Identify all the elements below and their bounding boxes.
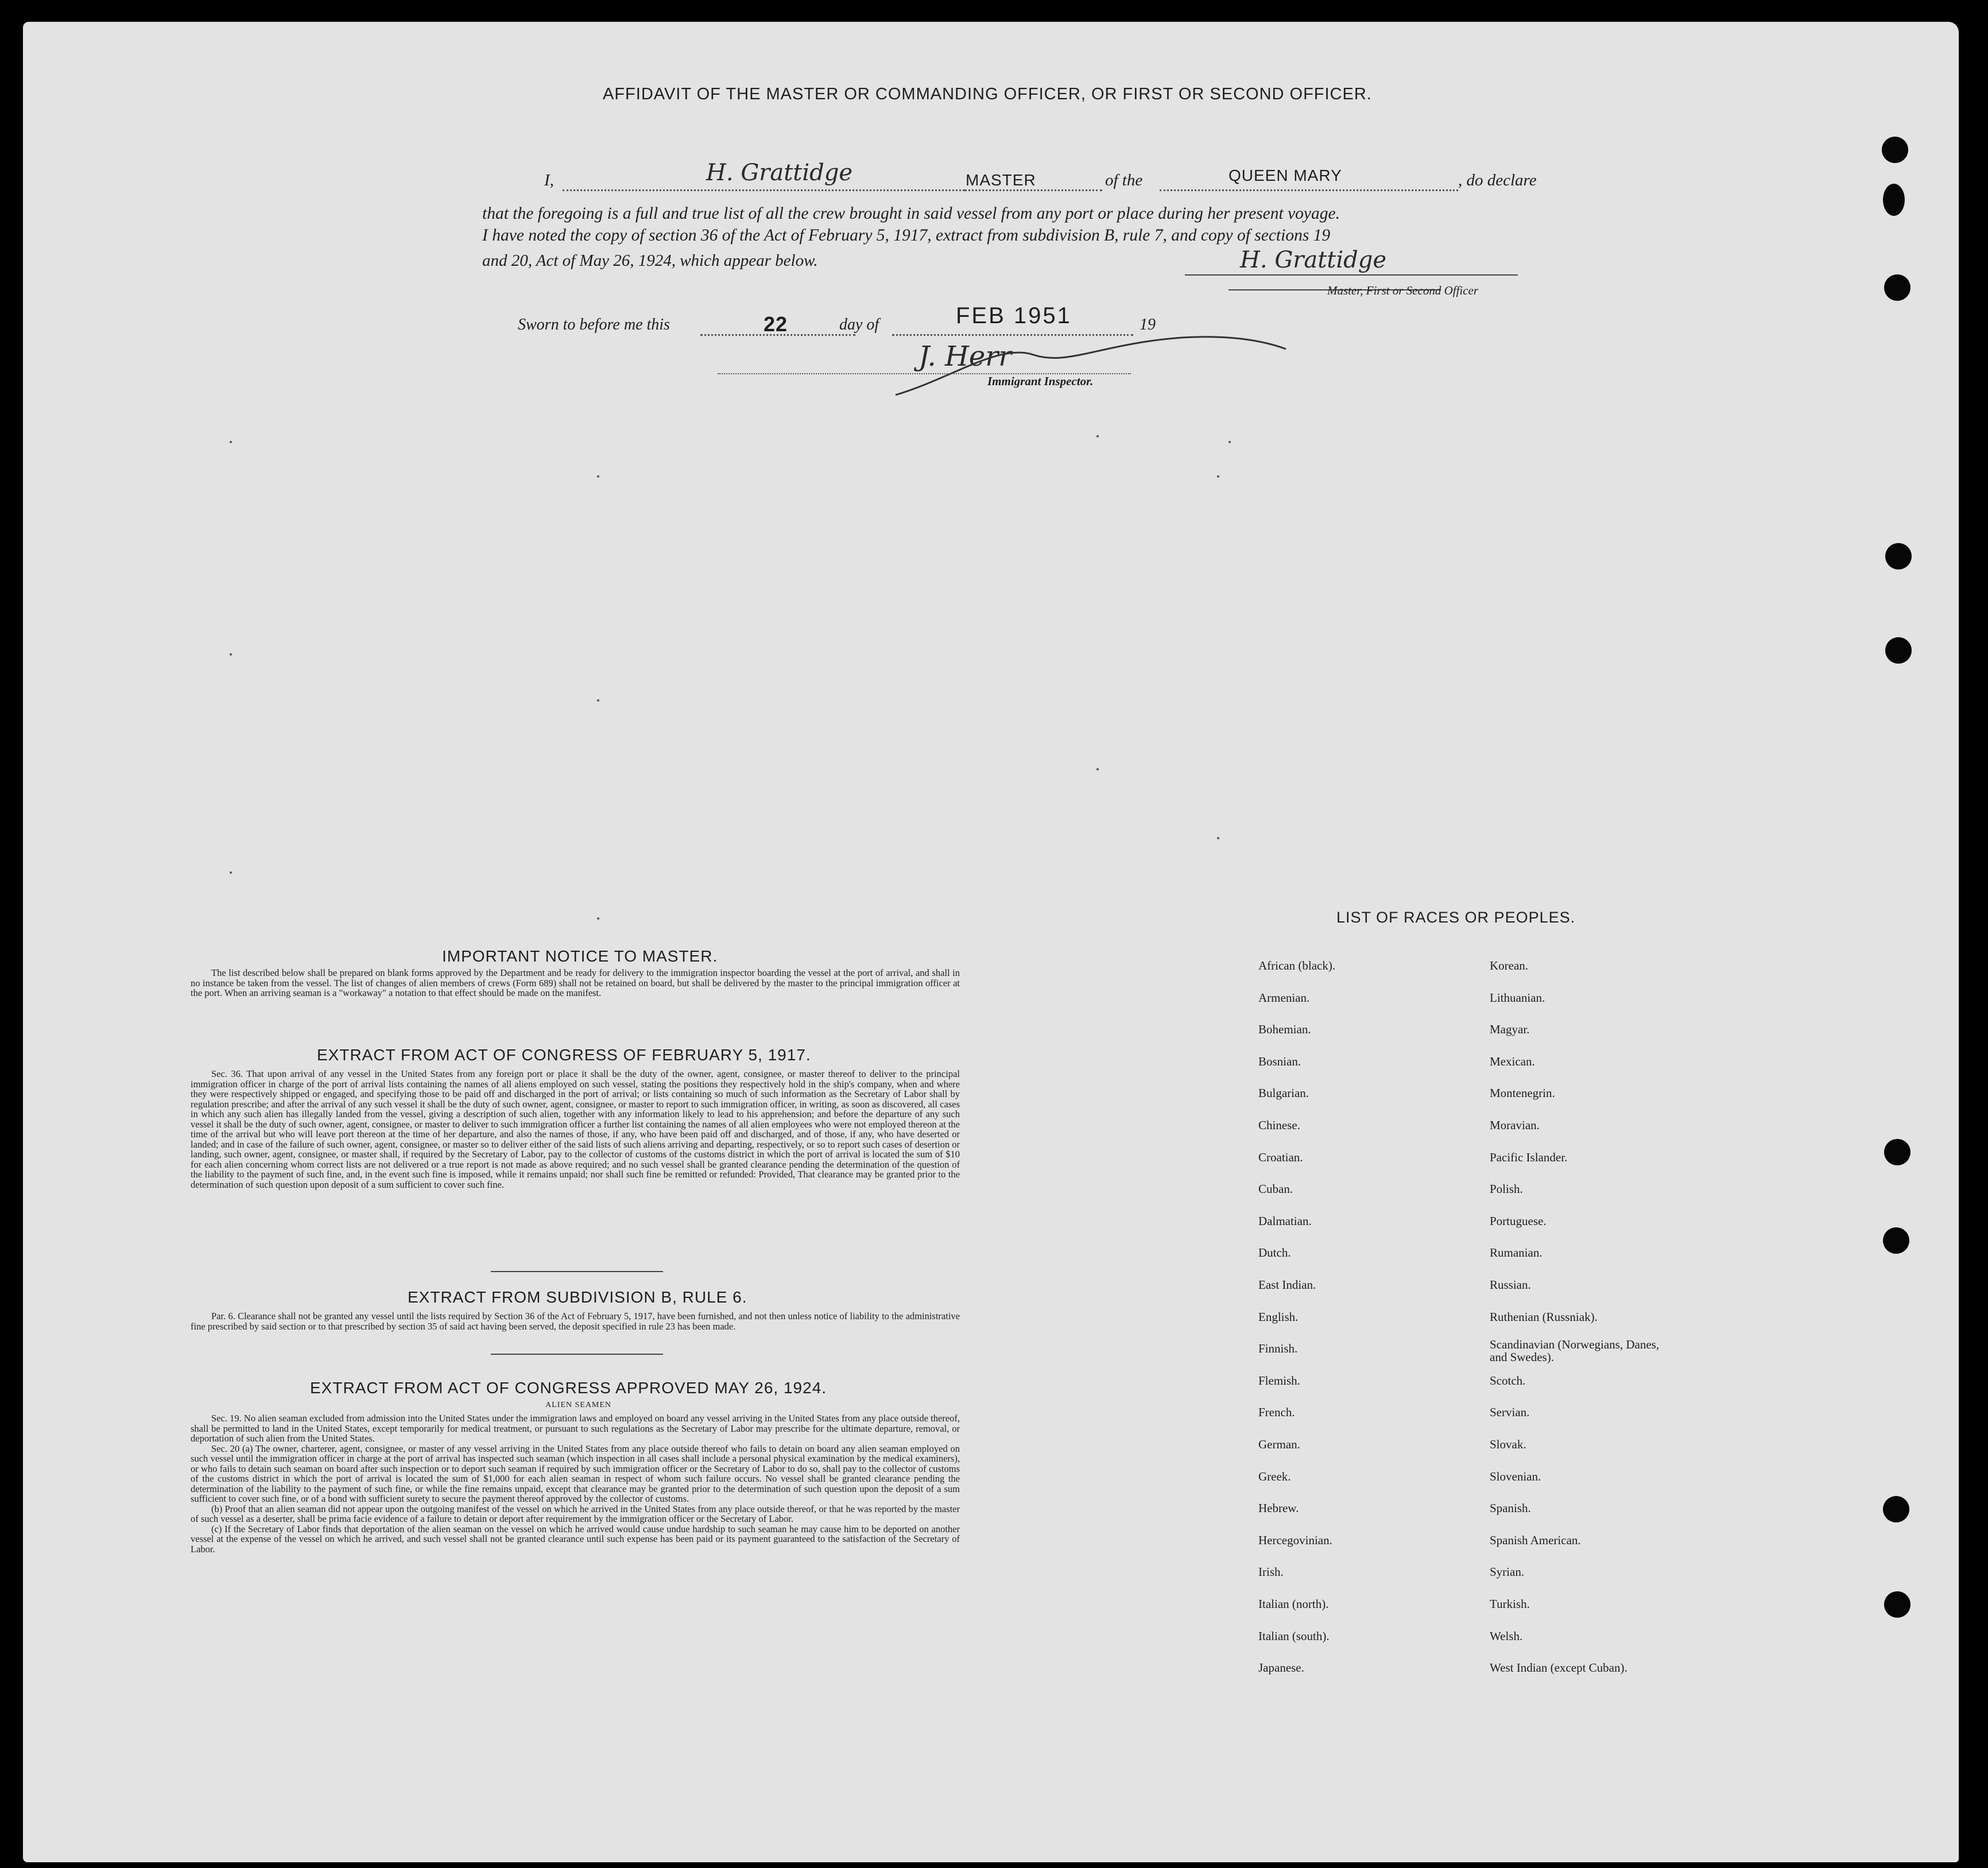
section-divider — [491, 1354, 663, 1355]
column-speck — [1217, 837, 1219, 839]
race-item-right: Montenegrin. — [1490, 1086, 1555, 1100]
subdivision-b-paragraph: Par. 6. Clearance shall not be granted any vessel until the lists required by Section 36 of the Act of February 5, 1917, have been furnished, and not then unless notice of liability to the administrative fine prescribed by said section or to that prescribed by section 35 of said act having been served, the deposit specified in rule 23 has been made. — [191, 1311, 960, 1332]
notice-paragraph: The list described below shall be prepared on blank forms approved by the Department and be ready for delivery to the immigration inspector boarding the vessel at the port of arrival, and shall in no instance be taken from the vessel. The list of changes of alien members of crews (Form 689) shall not be retained on board, but shall be delivered by the master to the principal immigration officer at the port. When an arriving seaman is a "workaway" a notation to that effect should be made on the manifest. — [191, 967, 960, 998]
race-item-left: Dutch. — [1258, 1246, 1291, 1260]
race-item-right: Scotch. — [1490, 1373, 1526, 1388]
race-item-left: German. — [1258, 1437, 1300, 1451]
affidavit-line-4: and 20, Act of May 26, 1924, which appear below. — [482, 251, 818, 270]
race-item-right: Korean. — [1490, 959, 1529, 972]
signature-caption: Master, First or Second Officer — [1327, 284, 1479, 297]
extract-1924-title: EXTRACT FROM ACT OF CONGRESS APPROVED MAY 26, 1924. — [310, 1379, 827, 1397]
column-speck — [597, 475, 599, 478]
race-item-left: Armenian. — [1258, 990, 1310, 1005]
race-item-right: Rumanian. — [1490, 1246, 1543, 1260]
race-item-left: French. — [1258, 1405, 1295, 1420]
manifest-page — [23, 22, 1959, 1862]
race-item-left: African (black). — [1258, 959, 1336, 972]
column-speck — [597, 699, 599, 702]
sworn-label: Sworn to before me this — [518, 316, 670, 334]
race-item-left: Italian (south). — [1258, 1629, 1330, 1643]
vessel-blank — [1160, 189, 1458, 191]
race-item-right: Magyar. — [1490, 1022, 1530, 1037]
races-title: LIST OF RACES OR PEOPLES. — [1336, 909, 1576, 926]
year-prefix: 19 — [1140, 316, 1156, 334]
race-item-left: Croatian. — [1258, 1150, 1303, 1164]
race-item-right: Polish. — [1490, 1182, 1523, 1196]
race-item-left: Dalmatian. — [1258, 1214, 1312, 1228]
affidavit-i: I, — [544, 171, 554, 189]
punch-hole — [1883, 184, 1905, 216]
punch-hole — [1884, 1591, 1911, 1618]
punch-hole — [1883, 1227, 1909, 1254]
race-item-right: Pacific Islander. — [1490, 1150, 1568, 1164]
race-item-left: Bohemian. — [1258, 1022, 1311, 1037]
race-item-left: Irish. — [1258, 1565, 1284, 1579]
sworn-date-stamp: FEB 1951 — [956, 303, 1072, 328]
section-divider — [491, 1271, 663, 1272]
race-item-left: Bosnian. — [1258, 1054, 1301, 1068]
race-item-left: Cuban. — [1258, 1182, 1293, 1196]
subdivision-b-title: EXTRACT FROM SUBDIVISION B, RULE 6. — [408, 1288, 747, 1306]
affidavit-heading: AFFIDAVIT OF THE MASTER OR COMMANDING OFFICER, OR FIRST OR SECOND OFFICER. — [603, 85, 1372, 103]
race-item-left: Bulgarian. — [1258, 1086, 1309, 1100]
extract-1924-paragraph: Sec. 19. No alien seaman excluded from admission into the United States under the immigration laws and employed on board any vessel arriving in the United States from any place outside thereof, shall be permitted to land in the United States, except temporarily for medical treatment, or pursuant to such regulations as the Secretary of Labor may prescribe for the ultimate departure, removal, or deportation of such alien from the United States. — [191, 1413, 960, 1444]
punch-hole — [1884, 1139, 1911, 1165]
race-item-right: Servian. — [1490, 1405, 1530, 1420]
extract-1924-paragraph: (b) Proof that an alien seaman did not appear upon the outgoing manifest of the vessel on which he arrived in the United States from any place outside thereof, or that he was reported by the master of such vessel as a deserter, shall be prima facie evidence of a failure to detain or deport after requirement by the immigration officer or the Secretary of Labor. — [191, 1503, 960, 1524]
race-item-left: Hercegovinian. — [1258, 1533, 1332, 1547]
rank-blank — [964, 189, 1102, 191]
of-the-label: of the — [1105, 171, 1143, 189]
race-item-right: Lithuanian. — [1490, 990, 1545, 1005]
day-of-label: day of — [839, 316, 879, 334]
race-item-right: Slovak. — [1490, 1437, 1526, 1451]
affidavit-line-2: that the foregoing is a full and true list of all the crew brought in said vessel from any port or place during her present voyage. — [482, 204, 1340, 223]
punch-hole — [1885, 637, 1912, 664]
affidavit-line-3: I have noted the copy of section 36 of the Act of February 5, 1917, extract from subdivision B, rule 7, and copy of sections 19 — [482, 226, 1331, 245]
alien-seamen-subtitle: ALIEN SEAMEN — [545, 1401, 612, 1409]
race-item-right: Slovenian. — [1490, 1469, 1541, 1483]
extract-1917-title: EXTRACT FROM ACT OF CONGRESS OF FEBRUARY 5, 1917. — [317, 1046, 811, 1064]
race-item-left: English. — [1258, 1309, 1299, 1324]
race-item-left: Chinese. — [1258, 1118, 1300, 1132]
column-speck — [1096, 435, 1099, 437]
name-blank — [563, 189, 964, 191]
column-speck — [230, 441, 232, 443]
punch-hole — [1884, 274, 1911, 301]
punch-hole — [1882, 137, 1908, 163]
race-item-left: Italian (north). — [1258, 1597, 1329, 1611]
column-speck — [230, 871, 232, 874]
inspector-signature: J. Herr — [919, 340, 1012, 373]
column-speck — [1229, 441, 1231, 443]
race-item-left: Flemish. — [1258, 1373, 1300, 1388]
race-item-left: Hebrew. — [1258, 1501, 1299, 1516]
extract-1917-paragraph: Sec. 36. That upon arrival of any vessel in the United States from any foreign port or place it shall be the duty of the owner, agent, consignee, or master thereof to deliver to the principal immigration officer in charge of the port of arrival lists containing the names of all aliens employed on such vessel, stating the positions they respectively hold in the ship's company, when and where they were respectively shipped or engaged, and specifying those to be paid off and discharged in the port of arrival; or lists containing so much of such information as the Secretary of Labor shall by regulation prescribe; and after the arrival of any such vessel it shall be the duty of such owner, agent, consignee, or master to report to such immigration officer, in writing, as soon as discovered, all cases in which any such alien has illegally landed from the vessel, giving a description of such alien, together with any information likely to lead to his apprehension; and before the departure of any such vessel it shall be the duty of such owner, agent, consignee, or master to deliver to such immigration officer a further list containing the names of all alien employees who were not employed thereon at the time of the arrival but who will leave port thereon at the time of her departure, and also the names of those, if any, who have been paid off and discharged, and of those, if any, who have deserted or landed; and in case of the failure of such owner, agent, consignee, or master so to deliver either of the said lists of such aliens arriving and departing, respectively, or so to report such cases of desertion or landing, such owner, agent, consignee, or master shall, if required by the Secretary of Labor, pay to the collector of customs of the customs district in which the port of arrival is located the sum of $10 for each alien concerning whom correct lists are not delivered or a true report is not made as above required; and no such vessel shall be granted clearance pending the determination of the question of the liability to the payment of such fine, and, in the event such fine is imposed, while it remains unpaid; nor shall such fine be remitted or refunded: Provided, That clearance may be granted prior to the determination of such question upon deposit of a sum sufficient to cover such fine. — [191, 1068, 960, 1190]
inspector-signature-stroke — [884, 320, 1297, 412]
race-item-right: Turkish. — [1490, 1597, 1530, 1611]
race-item-right: Moravian. — [1490, 1118, 1540, 1132]
rank-value: MASTER — [966, 171, 1036, 189]
race-item-right: Mexican. — [1490, 1054, 1535, 1068]
race-item-right: Welsh. — [1490, 1629, 1523, 1643]
race-item-left: Greek. — [1258, 1469, 1291, 1483]
master-handwritten-name: H. Grattidge — [706, 160, 853, 186]
signature-line — [1185, 274, 1518, 276]
extract-1924-paragraph: (c) If the Secretary of Labor finds that deportation of the alien seaman on the vessel on which he arrived would cause undue hardship to such seaman he may cause him to be deported on another vessel at the expense of the vessel on which he arrived, and such vessel shall not be granted clearance until such expense has been paid or its payment guaranteed to the satisfaction of the Secretary of Labor. — [191, 1523, 960, 1555]
race-item-left: Finnish. — [1258, 1342, 1298, 1356]
subdivision-b-text — [191, 1311, 960, 1331]
do-declare-label: , do declare — [1458, 171, 1537, 189]
extract-1924-text — [191, 1413, 960, 1554]
race-item-right: Spanish American. — [1490, 1533, 1581, 1547]
column-speck — [1096, 768, 1099, 770]
race-item-right: West Indian (except Cuban). — [1490, 1661, 1627, 1675]
inspector-caption: Immigrant Inspector. — [987, 374, 1094, 388]
race-item-right: Syrian. — [1490, 1565, 1525, 1579]
race-item-right: Ruthenian (Russniak). — [1490, 1309, 1598, 1324]
vessel-name: QUEEN MARY — [1229, 166, 1342, 184]
master-signature: H. Grattidge — [1240, 247, 1387, 273]
race-item-left: Japanese. — [1258, 1661, 1304, 1675]
column-speck — [597, 917, 599, 920]
extract-1924-paragraph: Sec. 20 (a) The owner, charterer, agent, consignee, or master of any vessel arriving in the United States from any place outside thereof who fails to detain on board any alien seaman employed on such vessel until the immigration officer in charge at the port of arrival has inspected such seaman (which inspection in all cases shall include a personal physical examination by the medical examiners), or who fails to detain such seaman on board after such inspection or to deport such seaman if required by such immigration officer or the Secretary of Labor to do so, shall pay to the collector of customs of the customs district in which the port of arrival is located the sum of $1,000 for each alien seaman in respect of whom such failure occurs. No vessel shall be granted clearance pending the determination of the liability to the payment of such fine, or while the fine remains unpaid, except that clearance may be granted prior to the determination of such question upon the deposit of a sum sufficient to cover such fine, or of a bond with sufficient surety to secure the payment thereof approved by the collector of customs. — [191, 1443, 960, 1504]
race-item-left: East Indian. — [1258, 1278, 1316, 1292]
race-item-right: Portuguese. — [1490, 1214, 1547, 1228]
race-item-right: Spanish. — [1490, 1501, 1531, 1516]
race-item-right: Scandinavian (Norwegians, Danes, and Swedes). — [1490, 1338, 1660, 1365]
race-item-right: Russian. — [1490, 1278, 1531, 1292]
sworn-day: 22 — [764, 312, 788, 336]
column-speck — [230, 653, 232, 656]
notice-title: IMPORTANT NOTICE TO MASTER. — [442, 947, 718, 965]
punch-hole — [1885, 543, 1912, 569]
column-speck — [1217, 475, 1219, 478]
extract-1917-text — [191, 1069, 960, 1189]
notice-text — [191, 968, 960, 998]
punch-hole — [1883, 1496, 1909, 1522]
